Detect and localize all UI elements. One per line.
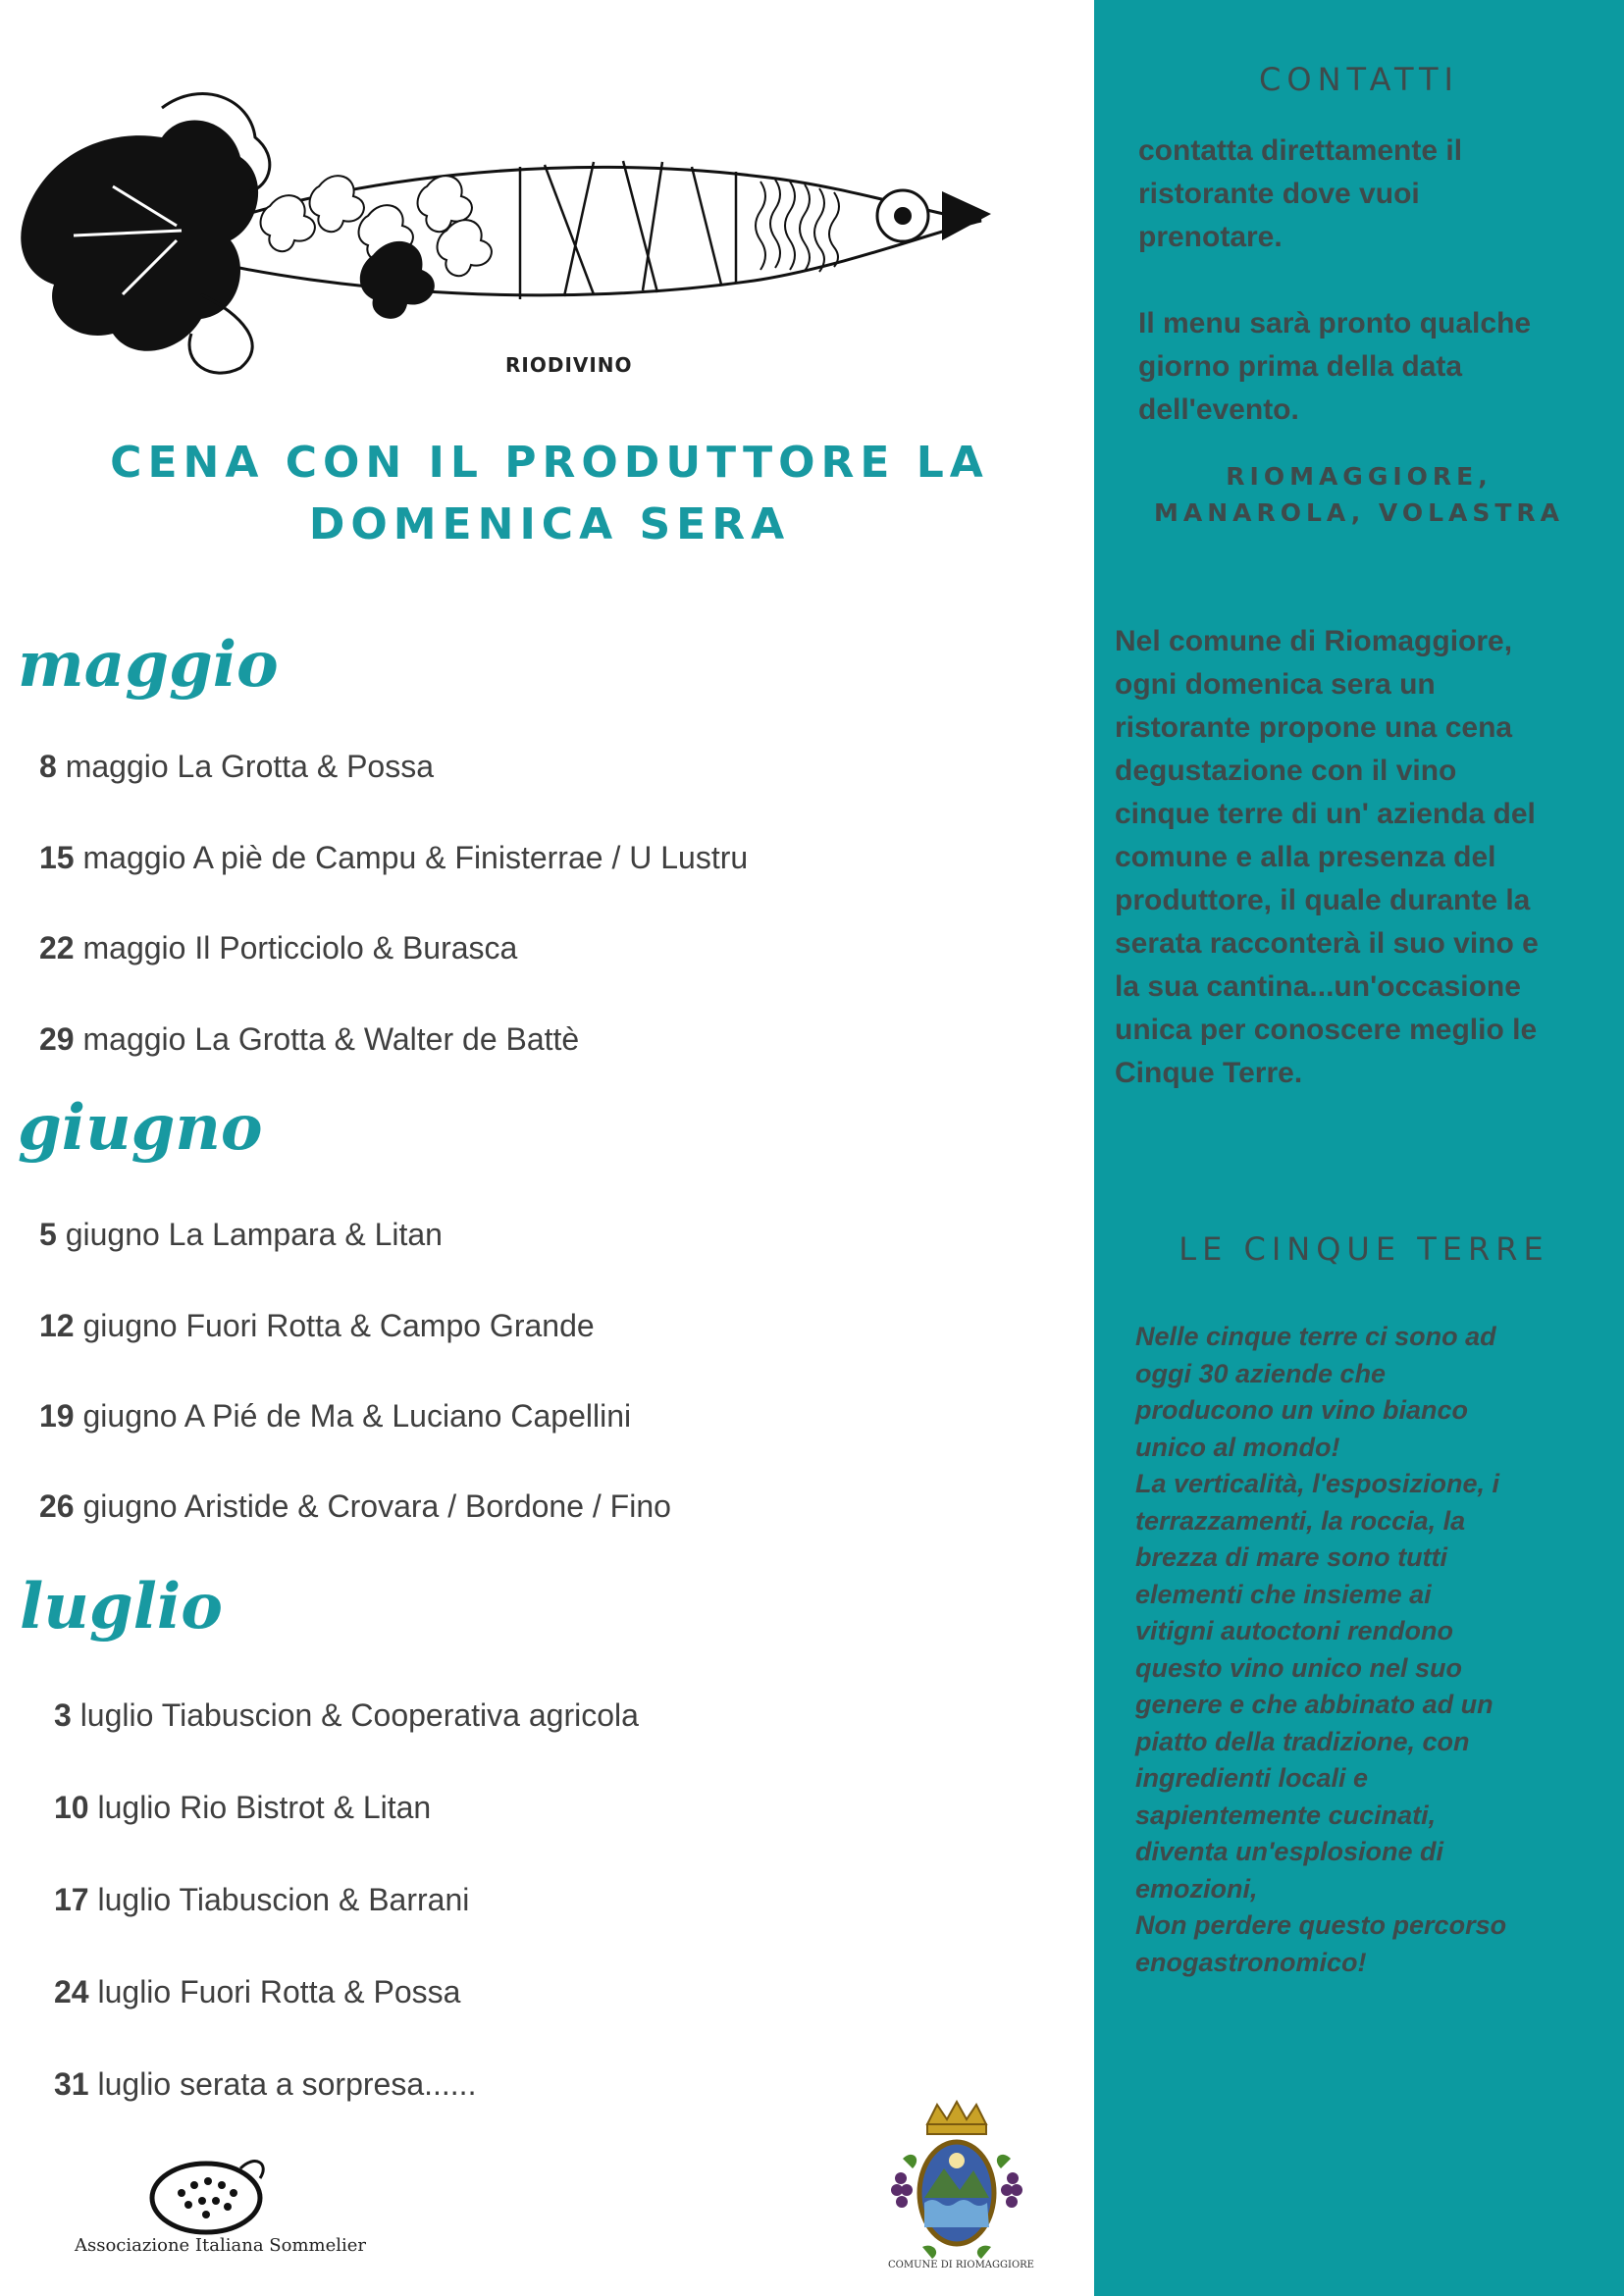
event-item [39, 749, 434, 785]
event-item [39, 1217, 443, 1253]
event-item [39, 930, 517, 966]
event-item [54, 2066, 476, 2103]
event-item [54, 1882, 469, 1918]
places-list: RIOMAGGIORE, MANAROLA, VOLASTRA [1153, 462, 1565, 527]
comune-label: COMUNE DI RIOMAGGIORE [888, 2260, 1034, 2270]
event-day: 19 [39, 1398, 75, 1434]
event-item [39, 1398, 631, 1435]
event-day: 10 [54, 1790, 89, 1825]
event-item [39, 1488, 671, 1525]
title-line-1: CENA CON IL PRODUTTORE LA [110, 438, 989, 488]
event-text: luglio Fuori Rotta & Possa [88, 1974, 461, 2009]
month-heading-luglio: luglio [20, 1570, 223, 1644]
month-heading-maggio: maggio [18, 628, 279, 702]
event-text: giugno A Pié de Ma & Luciano Capellini [74, 1398, 632, 1434]
event-text: giugno La Lampara & Litan [56, 1217, 443, 1252]
contacts-heading: CONTATTI [1259, 61, 1459, 98]
event-text: maggio La Grotta & Possa [56, 749, 434, 784]
event-item [54, 1790, 431, 1826]
intro-text: Nel comune di Riomaggiore, ogni domenica sera un ristorante propone una cena degustazione con il vino cinque terre di un' azienda del comune e alla presenza del produttore, il quale durante la serata racconterà il suo vino e la sua cantina...un'occasione unica per conoscere meglio le Cinque Terre. [1115, 625, 1539, 1089]
ais-label: Associazione Italiana Sommelier [75, 2235, 367, 2256]
event-text: luglio Tiabuscion & Barrani [88, 1882, 470, 1917]
event-day: 31 [54, 2066, 89, 2102]
event-text: giugno Aristide & Crovara / Bordone / Fino [74, 1488, 671, 1524]
event-text: maggio Il Porticciolo & Burasca [74, 930, 518, 965]
event-day: 29 [39, 1021, 75, 1057]
event-item [39, 1308, 595, 1344]
riodivino-fish-logo [15, 69, 996, 392]
event-item [39, 1021, 579, 1058]
comune-crest-logo [883, 2100, 1030, 2286]
cinque-terre-text: Nelle cinque terre ci sono ad oggi 30 aziende che producono un vino bianco unico al mondo! La verticalità, l'esposizione, i terrazzamenti, la roccia, la brezza di mare sono tutti elementi che insieme ai vitigni autoctoni rendono questo vino unico nel suo genere e che abbinato ad un piatto della tradizione, con ingredienti locali e sapientemente cucinati, diventa un'esplosione di emozioni, Non perdere questo percorso enogastronomico! [1135, 1322, 1507, 1977]
event-day: 26 [39, 1488, 75, 1524]
event-day: 5 [39, 1217, 57, 1252]
event-text: luglio Tiabuscion & Cooperativa agricola [71, 1697, 639, 1733]
event-day: 8 [39, 749, 57, 784]
event-item [39, 840, 748, 876]
event-item [54, 1697, 639, 1734]
event-day: 3 [54, 1697, 72, 1733]
event-day: 24 [54, 1974, 89, 2009]
event-day: 22 [39, 930, 75, 965]
event-item [54, 1974, 460, 2010]
event-day: 17 [54, 1882, 89, 1917]
event-text: luglio serata a sorpresa...... [88, 2066, 477, 2102]
title-line-2: DOMENICA SERA [308, 499, 791, 549]
event-day: 15 [39, 840, 75, 875]
cinque-terre-heading: LE CINQUE TERRE [1179, 1230, 1549, 1268]
month-heading-giugno: giugno [18, 1091, 263, 1165]
logo-caption: RIODIVINO [505, 353, 633, 377]
page-title [59, 432, 1040, 555]
event-text: giugno Fuori Rotta & Campo Grande [74, 1308, 595, 1343]
event-day: 12 [39, 1308, 75, 1343]
contacts-text: contatta direttamente il ristorante dove vuoi prenotare. Il menu sarà pronto qualche giorno prima della data dell'evento. [1138, 134, 1532, 426]
event-text: maggio A piè de Campu & Finisterrae / U Lustru [74, 840, 749, 875]
event-text: luglio Rio Bistrot & Litan [88, 1790, 432, 1825]
event-text: maggio La Grotta & Walter de Battè [74, 1021, 580, 1057]
